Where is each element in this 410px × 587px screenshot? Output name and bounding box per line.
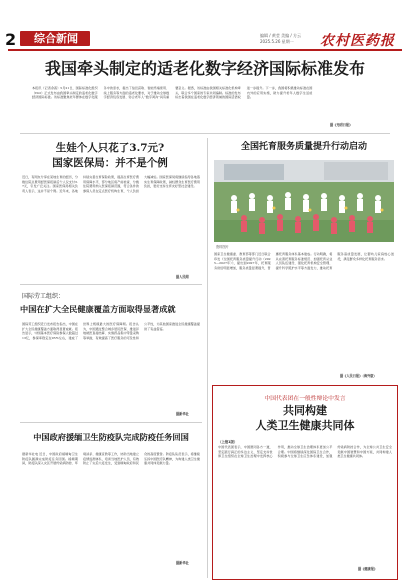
health-body: 中国代表团表示，中国愿同各方一道，坚定践行真正的多边主义，坚定支持世界卫生组织在全球卫生治理中发挥核心作用，推动全球卫生治理体系更加公平合理。中国将继续深化国际卫生合作，积极参与全球卫生应急体系建设，加强传染病防控合作，为全球公共卫生安全贡献中国智慧和中国方案，共同构建人类卫生健康共同体。 bbox=[218, 445, 392, 459]
bullets-body: 国际劳工组织近日发布报告指出，中国在扩大全民健康覆盖方面取得显著成就。报告显示，中国基本医疗保险参保人数超过13亿，参保率稳定在95%左右，建成了世界上规模最大的医疗保障网。报告认为，中国通过整合城乡居民医保、推进异地就医直接结算、实施药品集中带量采购等举措，有效提高了医疗服务的可及性和公平性，为其他国家推进全民健康覆盖提供了有益借鉴。 bbox=[22, 322, 200, 340]
page-number: 2 bbox=[5, 30, 17, 49]
health-title-1: 共同构建 bbox=[283, 404, 327, 417]
lead-headline: 我国牵头制定的适老化数字经济国际标准发布 bbox=[44, 59, 365, 78]
ivf-body: 近日，有网友分享在某地生育的经历，分娩住院总费用经医保报销后个人仅支付3.7元，引发广泛关注。国家医保局相关负责人表示，这并不是个例。近年来，各地持续完善生育保险政策，提高生育医疗费用保障水平，部分地区将产前检查、分娩住院费用纳入医保报销范围，符合条件的参保人员在定点医疗机构生育，个人负担大幅减轻。国家医保局将继续指导各地落实生育保障政策，减轻群众生育医疗费用负担，更好支持生育友好型社会建设。 bbox=[22, 175, 200, 193]
health-credit: 据《健康报》 bbox=[358, 567, 378, 571]
divider-lead bbox=[20, 133, 390, 134]
childcare-photo-caption: 资料图片 bbox=[216, 245, 229, 249]
lead-credit: 据《光明日报》 bbox=[330, 123, 353, 127]
divider-left-1 bbox=[20, 284, 202, 285]
childcare-body: 国家卫生健康委、教育部等部门近日联合印发《全国托育服务质量提升行动（2025—2027年）》，提出到2027年，托育服务供给明显增加，服务质量显著提升，普惠托育服务体系基本建成。行动明确，将从完善托育服务标准规范、加强托育从业人员队伍建设、强化托育机构安全管理、提升科学照护水平等方面发力，推动托育服务高质量发展，让婴幼儿家庭放心送托，满足群众多样化托育服务需求。 bbox=[214, 252, 394, 270]
ivf-title-2: 国家医保局：并不是个例 bbox=[52, 157, 168, 169]
editor-line: 编辑 / 黄莹 美编 / 方云 bbox=[260, 33, 302, 38]
china-body: 据新华社电 近日，中国政府援缅甸卫生防疫队圆满完成防疫任务回国。援缅期间，防疫队深入灾区开展传染病防控、环境消杀、健康宣教等工作，协助当地建立疫情监测体系，培训当地医护人员，有效防止了灾后大疫发生，受到缅甸政府和民众的高度赞誉。防疫队队员表示，将继续弘扬中国医疗队精神，为构建人类卫生健康共同体贡献力量。 bbox=[22, 452, 200, 466]
china-title: 中国政府援缅卫生防疫队完成防疫任务回国 bbox=[33, 432, 189, 442]
bullets-credit: 据新华社 bbox=[176, 412, 189, 416]
china-credit: 据新华社 bbox=[176, 561, 189, 565]
childcare-title: 全国托育服务质量提升行动启动 bbox=[240, 142, 367, 152]
health-kicker: 中国代表团在一般性辩论中发言 bbox=[264, 396, 346, 402]
childcare-photo-illustration bbox=[214, 160, 394, 242]
bullets-title: 中国在扩大全民健康覆盖方面取得显著成就 bbox=[20, 304, 176, 314]
lead-body: 本报讯（记者余茜）5月21日，国际标准化组织（ISO）正式发布由我国牵头制定的适老化数字经济国际标准。该标准聚焦老年群体在数字化服务中的需求，提出了信息获取、智能终端使用、线上服务等方面的适老化要求，对于推动全球数字经济包容发展、弥合老年人“数字鸿沟”具有重要意义。据悉，该标准由我国相关标准化机构牵头，联合多个国家的专家共同编制。标准的发布标志着我国在适老化数字经济领域的国际话语权进一步提升。下一步，我国将积极推动标准在国内外的应用实施，助力提升老年人数字生活质量。 bbox=[32, 86, 313, 100]
date-line: 2025.5.26 星期一 bbox=[260, 39, 294, 44]
masthead-rule bbox=[8, 49, 402, 51]
health-title-2: 人类卫生健康共同体 bbox=[255, 419, 355, 432]
childcare-credit: 据《人民日报》（海外版） bbox=[340, 374, 377, 378]
masthead bbox=[0, 0, 410, 50]
paper-name-logo: 农村医药报 bbox=[320, 33, 395, 49]
bullets-kicker: 国际劳工组织： bbox=[22, 293, 65, 300]
column-divider bbox=[207, 138, 208, 578]
ivf-credit: 据人民网 bbox=[176, 275, 189, 279]
divider-left-2 bbox=[20, 422, 202, 423]
health-part-label: （上接1版） bbox=[218, 440, 238, 444]
childcare-photo bbox=[214, 160, 394, 242]
section-title: 综合新闻 bbox=[34, 32, 78, 45]
ivf-title-1: 生娃个人只花了3.7元? bbox=[55, 142, 165, 154]
